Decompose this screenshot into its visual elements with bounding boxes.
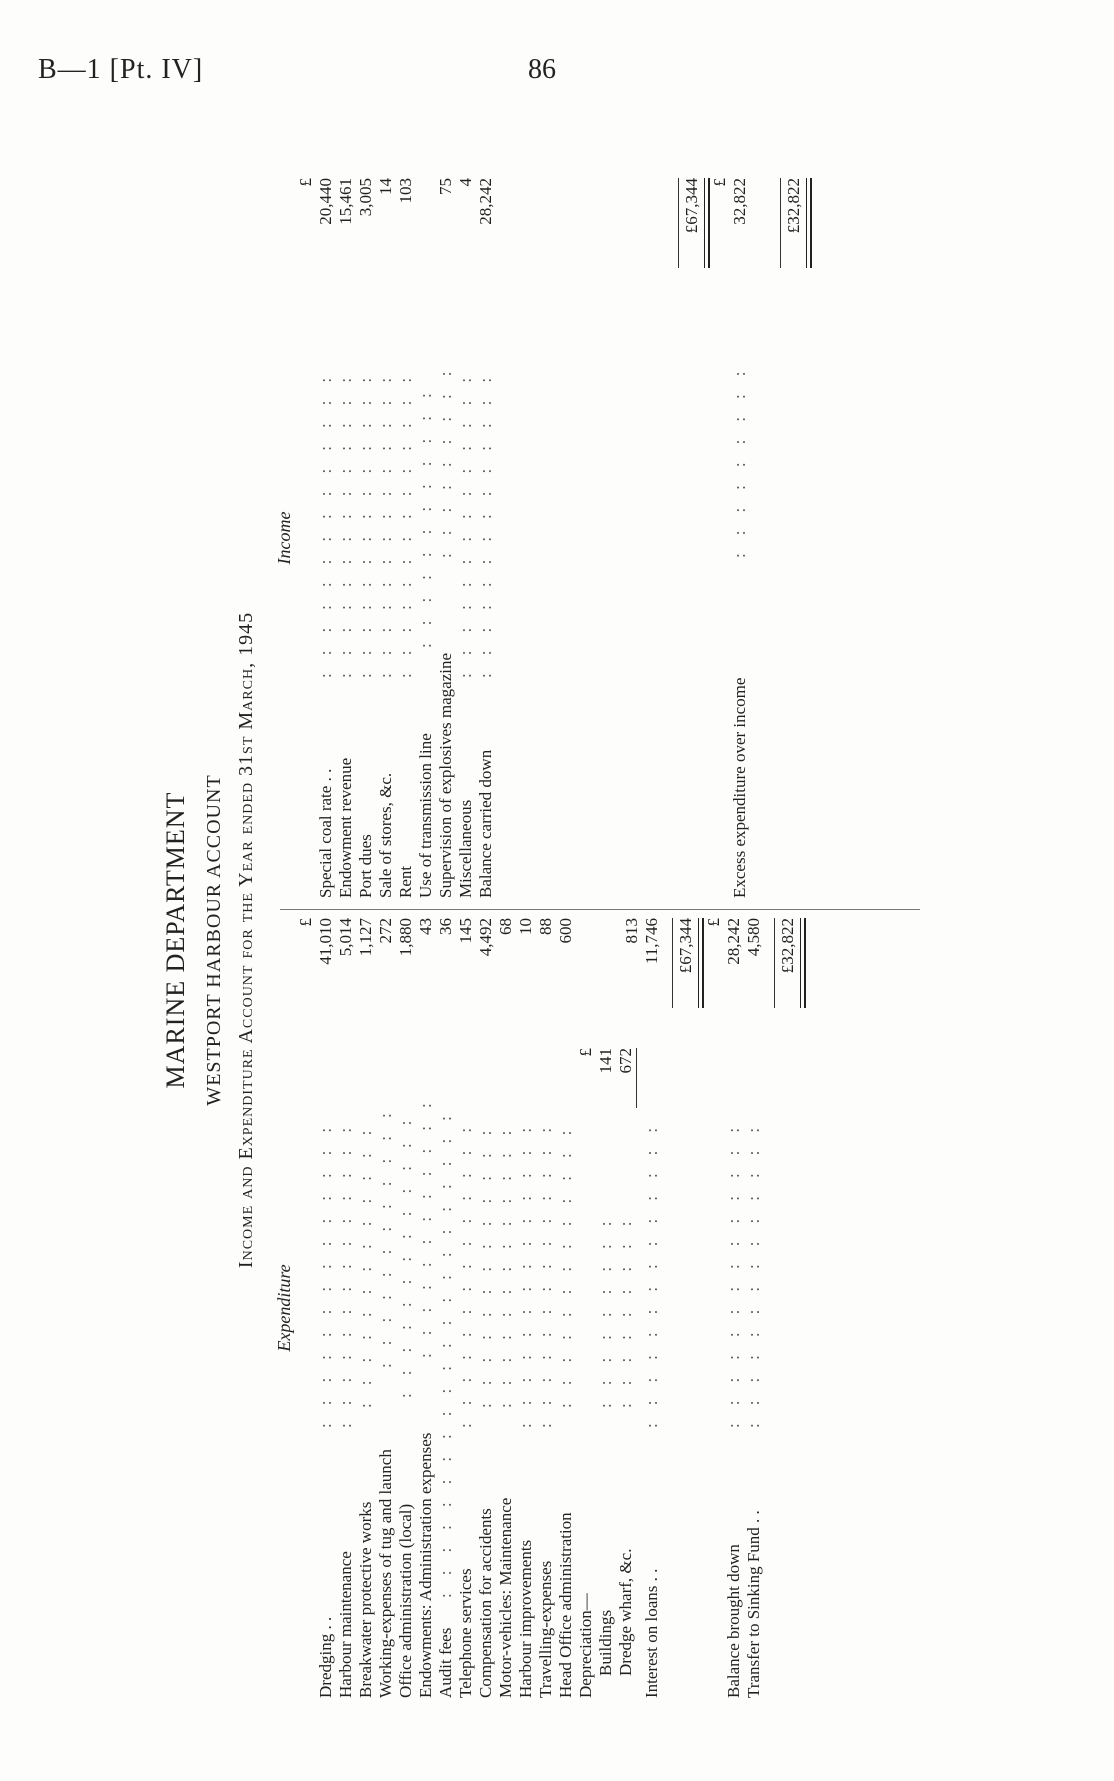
second-income-row — [730, 178, 750, 898]
income-row — [396, 178, 416, 898]
expenditure-amount: 88 — [536, 918, 555, 935]
second-income-amount: 32,822 — [730, 178, 749, 225]
income-total: £67,344 — [682, 178, 701, 234]
expenditure-amount: 36 — [436, 918, 455, 935]
total-top-rule — [780, 178, 781, 268]
currency-unit: £ — [296, 178, 315, 187]
expenditure-amount: 10 — [516, 918, 535, 935]
expenditure-label: Office administration (local) — [396, 1503, 415, 1698]
currency-unit: £ — [296, 918, 315, 927]
total-top-rule — [774, 918, 775, 1008]
account-title: WESTPORT HARBOUR ACCOUNT — [203, 774, 225, 1106]
dot-leader: :​:​:​:​:​:​:​:​:​:​:​:​: — [556, 1112, 575, 1408]
period-title: Income and Expenditure Account for the Year ended 31st March, 1945 — [235, 611, 257, 1269]
income-unit-row — [296, 178, 316, 898]
income-amount: 28,242 — [476, 178, 495, 225]
expenditure-label: Endowments: Administration expenses — [416, 1432, 435, 1698]
depreciation-item-amount: 141 — [596, 1048, 615, 1074]
interest-row — [642, 918, 662, 1698]
income-spacer — [496, 178, 682, 898]
second-expenditure-label: Balance brought down — [724, 1544, 743, 1698]
income-heading: Income — [274, 511, 294, 565]
expenditure-label: Dredging . . — [316, 1616, 335, 1698]
expenditure-label: Motor-vehicles: Maintenance — [496, 1497, 515, 1698]
expenditure-label: Harbour maintenance — [336, 1551, 355, 1698]
expenditure-row — [556, 918, 576, 1698]
expenditure-amount: 1,127 — [356, 918, 375, 957]
dot-leader: :​:​:​:​:​:​:​:​:​:​:​:​:​: — [456, 1109, 475, 1428]
dot-leader: :​:​:​:​:​:​:​:​:​:​:​:​:​: — [724, 1109, 743, 1428]
income-total-row — [682, 178, 702, 898]
income-label: Rent — [396, 865, 415, 898]
expenditure-amount: 1,880 — [396, 918, 415, 957]
dot-leader: :​:​:​:​:​:​:​:​:​:​:​:​:​: — [336, 359, 355, 678]
dot-leader: :​:​:​:​:​:​:​:​:​:​:​:​: — [356, 1112, 375, 1408]
expenditure-amount: 41,010 — [316, 918, 335, 965]
income-row — [436, 178, 456, 898]
expenditure-total-row — [676, 918, 696, 1698]
expenditure-label: Harbour improvements — [516, 1539, 535, 1698]
dot-leader: :​:​:​:​:​:​:​:​:​:​:​:​:​: — [316, 1109, 335, 1428]
expenditure-label: Breakwater protective works — [356, 1501, 375, 1698]
second-expenditure-label: Transfer to Sinking Fund . . — [744, 1510, 763, 1698]
expenditure-row — [316, 918, 336, 1698]
income-amount: 20,440 — [316, 178, 335, 225]
income-label: Miscellaneous — [456, 799, 475, 898]
dot-leader: :​:​:​:​:​:​:​:​:​:​:​:​:​: — [642, 1109, 661, 1428]
income-label: Endowment revenue — [336, 757, 355, 898]
dot-leader: :​:​:​:​:​:​:​:​:​:​:​:​:​: — [476, 359, 495, 678]
income-amount: 15,461 — [336, 178, 355, 225]
second-unit-row — [704, 918, 724, 1698]
dot-leader: :​:​:​:​:​:​:​:​:​:​:​:​: — [496, 1112, 515, 1408]
dot-leader: :​:​:​:​:​:​:​:​:​:​:​:​:​: — [336, 1109, 355, 1428]
income-row — [336, 178, 356, 898]
dot-leader: :​:​:​:​:​:​:​:​: — [616, 1203, 635, 1408]
income-row — [376, 178, 396, 898]
income-row — [356, 178, 376, 898]
expenditure-row — [356, 918, 376, 1698]
second-expenditure-amount: 4,580 — [744, 918, 763, 957]
income-amount: 14 — [376, 178, 395, 195]
income-side — [274, 178, 804, 898]
expenditure-row — [436, 918, 456, 1698]
depreciation-item-label: Dredge wharf, &c. — [616, 1548, 635, 1676]
income-label: Special coal rate . . — [316, 768, 335, 898]
income-row — [316, 178, 336, 898]
expenditure-row — [376, 918, 396, 1698]
second-expenditure-row — [744, 918, 764, 1698]
depreciation-item-label: Buildings — [596, 1609, 615, 1676]
expenditure-heading: Expenditure — [274, 1264, 294, 1352]
depreciation-row — [596, 918, 616, 1698]
income-amount: 75 — [436, 178, 455, 195]
dot-leader: :​:​:​:​:​:​:​:​:​:​:​:​: — [476, 1112, 495, 1408]
expenditure-side — [274, 918, 798, 1698]
total-double-rule — [806, 178, 812, 268]
depreciation-heading-row — [576, 918, 596, 1698]
expenditure-row — [396, 918, 416, 1698]
expenditure-amount: 600 — [556, 918, 575, 944]
dot-leader: :​:​:​:​:​:​:​:​: — [596, 1203, 615, 1408]
dot-leader: :​:​:​:​:​:​:​:​:​:​:​:​:​:​:​:​:​:​:​:​:​: — [436, 1098, 455, 1598]
dot-leader: :​:​:​:​:​:​:​:​:​:​:​:​:​: — [536, 1109, 555, 1428]
dot-leader: :​:​:​:​:​:​:​:​:​:​:​: — [416, 375, 435, 648]
expenditure-row — [476, 918, 496, 1698]
page-reference: B—1 [Pt. IV] — [38, 54, 204, 85]
department-title: MARINE DEPARTMENT — [161, 791, 190, 1089]
income-amount: 3,005 — [356, 178, 375, 217]
dot-leader: :​:​:​:​:​:​:​:​:​:​:​:​: — [396, 1102, 415, 1398]
depreciation-unit: £ — [576, 1048, 595, 1057]
expenditure-amount: 4,492 — [476, 918, 495, 957]
expenditure-amount: 272 — [376, 918, 395, 944]
row-gap — [750, 178, 770, 898]
expenditure-row — [496, 918, 516, 1698]
total-top-rule — [678, 178, 679, 268]
second-income-label: Excess expenditure over income — [730, 677, 749, 898]
second-expenditure-row — [724, 918, 744, 1698]
dot-leader: :​:​:​:​:​:​:​:​:​:​:​: — [416, 1085, 435, 1358]
interest-amount: 11,746 — [642, 918, 661, 965]
page-header — [0, 0, 1114, 120]
second-income-total-row — [784, 178, 804, 898]
dot-leader: :​:​:​:​:​:​:​:​:​:​:​:​:​: — [376, 359, 395, 678]
income-label: Balance carried down — [476, 749, 495, 898]
second-expenditure-total-row — [778, 918, 798, 1698]
expenditure-row — [456, 918, 476, 1698]
currency-unit: £ — [704, 918, 723, 927]
income-label: Use of transmission line — [416, 733, 435, 898]
second-expenditure-total: £32,822 — [778, 918, 797, 974]
income-row — [476, 178, 496, 898]
rotated-account-sheet — [140, 120, 1020, 1760]
dot-leader: :​:​:​:​:​:​:​:​:​:​:​:​:​: — [356, 359, 375, 678]
total-double-rule — [800, 918, 806, 1008]
dot-leader: :​:​:​:​:​:​:​:​:​:​:​:​:​: — [744, 1109, 763, 1428]
income-row — [416, 178, 436, 898]
income-row — [456, 178, 476, 898]
subtotal-rule — [636, 1048, 637, 1108]
dot-leader: :​:​:​:​:​:​:​:​: — [730, 353, 749, 558]
expenditure-label: Travelling-expenses — [536, 1560, 555, 1698]
expenditure-unit-row — [296, 918, 316, 1698]
dot-leader: :​:​:​:​:​:​:​:​:​:​:​:​:​: — [396, 359, 415, 678]
depreciation-total: 813 — [622, 918, 641, 944]
income-label: Sale of stores, &c. — [376, 772, 395, 898]
dot-leader: :​:​:​:​:​:​:​:​:​:​:​:​:​: — [456, 359, 475, 678]
centre-divider — [280, 909, 920, 910]
second-expenditure-amount: 28,242 — [724, 918, 743, 965]
second-income-total: £32,822 — [784, 178, 803, 234]
expenditure-amount: 68 — [496, 918, 515, 935]
dot-leader: :​:​:​:​:​:​:​:​:​:​:​:​:​: — [516, 1109, 535, 1428]
second-unit-row — [710, 178, 730, 898]
expenditure-amount: 145 — [456, 918, 475, 944]
income-amount: 4 — [456, 178, 475, 187]
currency-unit: £ — [710, 178, 729, 187]
expenditure-label: Head Office administration — [556, 1512, 575, 1698]
expenditure-total: £67,344 — [676, 918, 695, 974]
expenditure-row — [336, 918, 356, 1698]
page-number: 86 — [528, 54, 556, 85]
interest-label: Interest on loans . . — [642, 1568, 661, 1698]
income-label: Port dues — [356, 834, 375, 898]
income-amount: 103 — [396, 178, 415, 204]
expenditure-amount: 43 — [416, 918, 435, 935]
expenditure-row — [536, 918, 556, 1698]
total-top-rule — [672, 918, 673, 1008]
expenditure-row — [416, 918, 436, 1698]
dot-leader: :​:​:​:​:​:​:​:​:​:​:​: — [376, 1095, 395, 1368]
expenditure-label: Compensation for accidents — [476, 1508, 495, 1698]
expenditure-label: Audit fees — [436, 1627, 455, 1698]
expenditure-label: Telephone services — [456, 1568, 475, 1698]
expenditure-row — [516, 918, 536, 1698]
depreciation-label: Depreciation— — [576, 1593, 595, 1698]
dot-leader: :​:​:​:​:​:​:​:​: — [436, 353, 455, 558]
expenditure-label: Working-expenses of tug and launch — [376, 1449, 395, 1698]
depreciation-item-amount: 672 — [616, 1048, 635, 1074]
depreciation-row — [616, 918, 641, 1698]
dot-leader: :​:​:​:​:​:​:​:​:​:​:​:​:​: — [316, 359, 335, 678]
income-label: Supervision of explosives magazine — [436, 652, 455, 898]
expenditure-amount: 5,014 — [336, 918, 355, 957]
